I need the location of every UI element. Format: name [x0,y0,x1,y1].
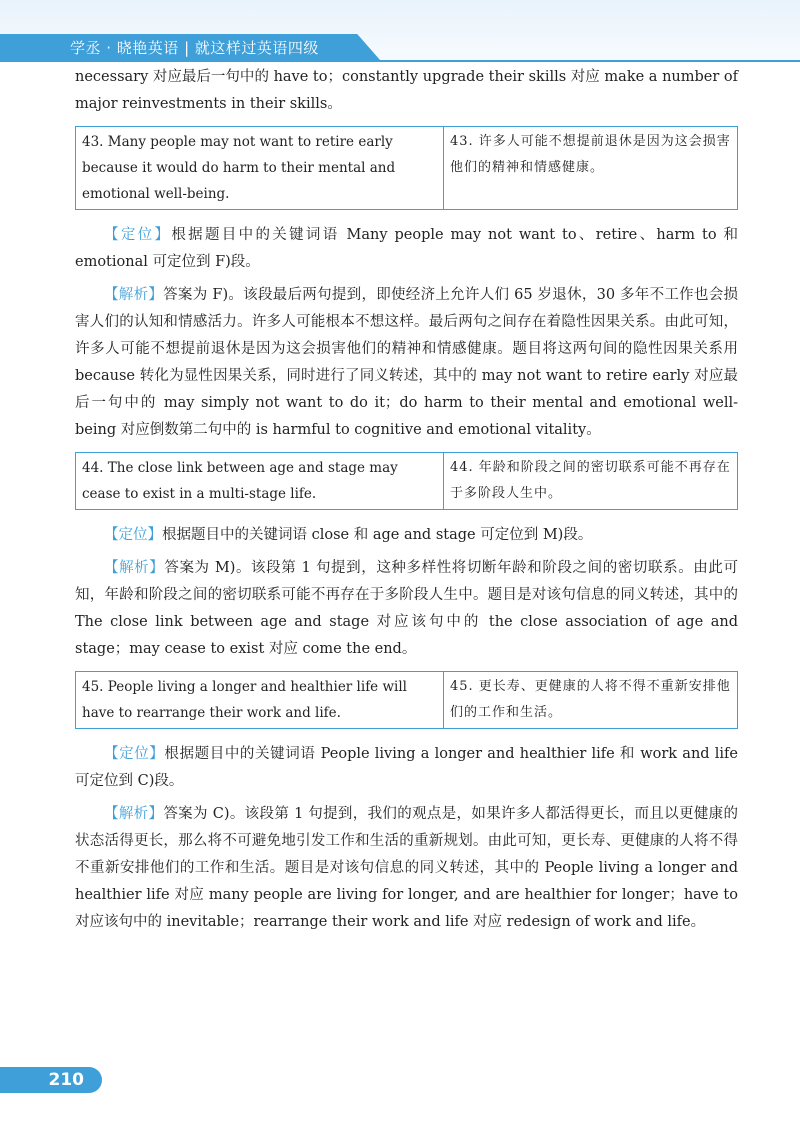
intro-paragraph: necessary 对应最后一句中的 have to；constantly upgrade their skills 对应 make a number of major reinvestments in their skills。 [75,69,738,112]
question-43-translation: 43. 许多人可能不想提前退休是因为这会损害他们的精神和情感健康。 [444,127,738,210]
question-44-translation: 44. 年龄和阶段之间的密切联系可能不再存在于多阶段人生中。 [444,453,738,510]
page-number: 210 [0,1067,102,1093]
locate-tag: 【定位】 [104,227,172,243]
analysis-tag: 【解析】 [104,287,164,303]
locate-text: 根据题目中的关键词语 Many people may not want to、retire、harm to 和 emotional 可定位到 F)段。 [75,227,738,270]
analysis-tag: 【解析】 [104,806,164,822]
question-45-english: 45. People living a longer and healthier life will have to rearrange their work and life. [76,672,444,729]
page-content [75,64,738,942]
question-table-43 [75,126,738,210]
locate-paragraph-45 [75,741,738,795]
analysis-text: 答案为 C)。该段第 1 句提到，我们的观点是，如果许多人都活得更长，而且以更健康的状态活得更长，那么将不可避免地引发工作和生活的重新规划。由此可知，更长寿、更健康的人将不得不重新安排他们的工作和生活。题目是对该句信息的同义转述，其中的 People living a longer and healthier life 对应 many people are living for longer, and are healthier for longer；have to 对应该句中的 inevitable；rearrange their work and life 对应 redesign of work and life。 [75,806,738,930]
analysis-text: 答案为 F)。该段最后两句提到，即使经济上允许人们 65 岁退休，30 多年不工作也会损害人们的认知和情感活力。许多人可能根本不想这样。最后两句之间存在着隐性因果关系。由此可知，许多人可能不想提前退休是因为这会损害他们的精神和情感健康。题目将这两句间的隐性因果关系用 because 转化为显性因果关系，同时进行了同义转述，其中的 may not want to retire early 对应最后一句中的 may simply not want to do it；do harm to their mental and emotional well-being 对应倒数第二句中的 is harmful to cognitive and emotional vitality。 [75,287,738,438]
question-44-english: 44. The close link between age and stage may cease to exist in a multi-stage life. [76,453,444,510]
analysis-paragraph-45 [75,801,738,936]
analysis-text: 答案为 M)。该段第 1 句提到，这种多样性将切断年龄和阶段之间的密切联系。由此可知，年龄和阶段之间的密切联系可能不再存在于多阶段人生中。题目是对该句信息的同义转述，其中的 The close link between age and stage 对应该句中的 the close association of age and stage；may cease to exist 对应 come the end。 [75,560,738,657]
analysis-tag: 【解析】 [104,560,165,576]
question-43-english: 43. Many people may not want to retire early because it would do harm to their mental and emotional well-being. [76,127,444,210]
analysis-paragraph-44 [75,555,738,663]
book-title: 学丞 · 晓艳英语 | 就这样过英语四级 [70,39,319,57]
locate-text: 根据题目中的关键词语 People living a longer and healthier life 和 work and life 可定位到 C)段。 [75,746,739,789]
header-banner [0,0,800,62]
question-table-44 [75,452,738,510]
header-divider [0,60,800,62]
question-45-translation: 45. 更长寿、更健康的人将不得不重新安排他们的工作和生活。 [444,672,738,729]
locate-text: 根据题目中的关键词语 close 和 age and stage 可定位到 M)段。 [162,527,593,543]
question-table-45 [75,671,738,729]
analysis-paragraph-43 [75,282,738,444]
locate-tag: 【定位】 [104,746,165,762]
locate-paragraph-44 [75,522,738,549]
locate-paragraph-43 [75,222,738,276]
locate-tag: 【定位】 [104,527,162,543]
